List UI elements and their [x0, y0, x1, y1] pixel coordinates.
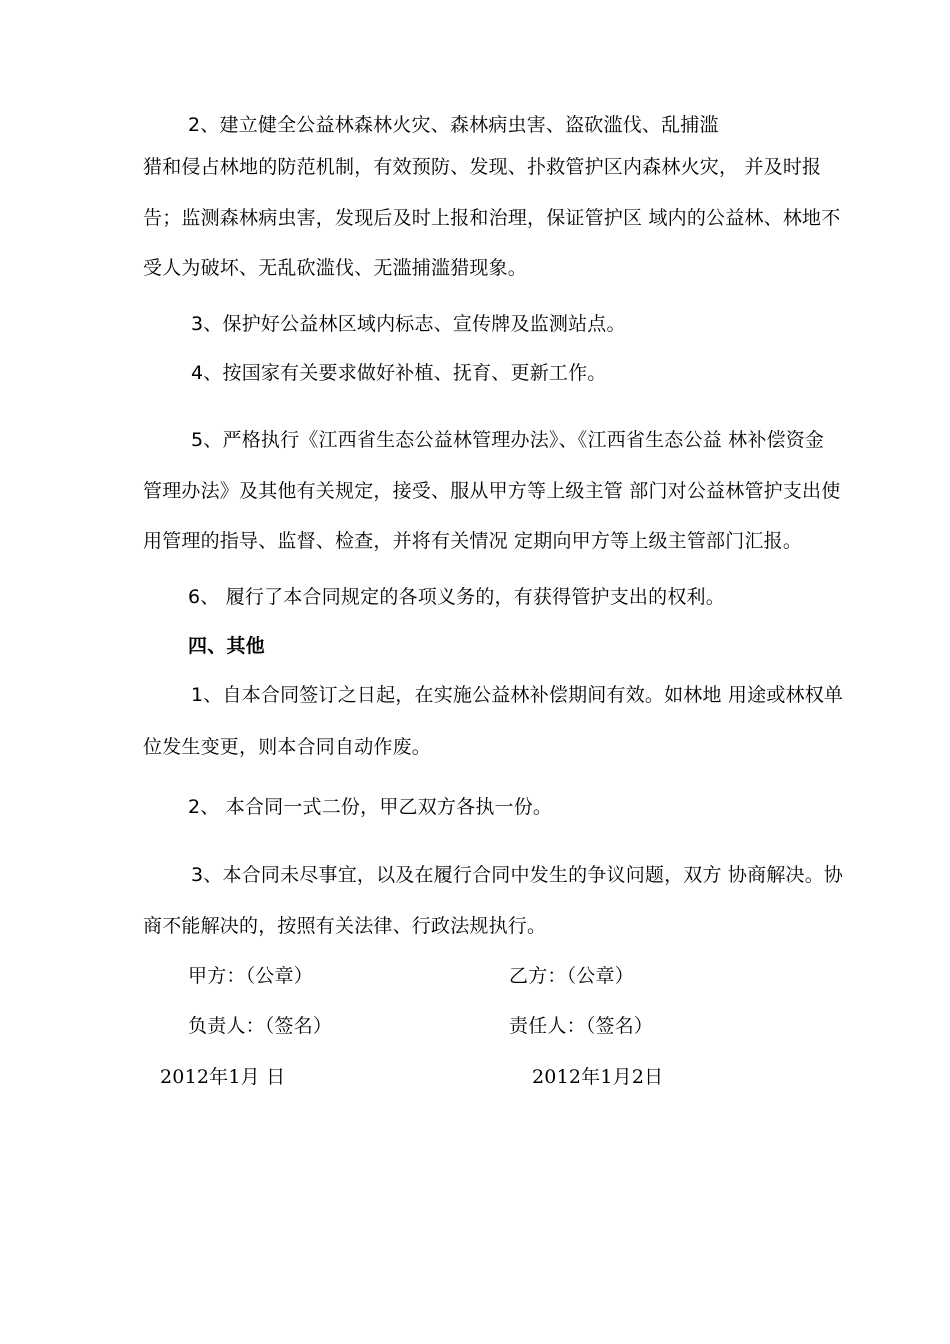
clause-2-line-2: 猎和侵占林地的防范机制，有效预防、发现、扑救管护区内森林火灾， 并及时报 — [143, 156, 822, 178]
clause-2-line-1: 2、建立健全公益林森林火灾、森林病虫害、盗砍滥伐、乱捕滥 — [188, 114, 719, 136]
party-b-seal: 乙方：（公章） — [509, 965, 634, 987]
clause-2-line-3: 告；监测森林病虫害，发现后及时上报和治理，保证管护区 域内的公益林、林地不 — [143, 207, 841, 229]
other-clause-3-line-2: 商不能解决的，按照有关法律、行政法规执行。 — [143, 915, 547, 937]
party-a-date: 2012年1月 日 — [160, 1066, 286, 1088]
clause-6-line-1: 6、 履行了本合同规定的各项义务的，有获得管护支出的权利。 — [188, 586, 725, 608]
clause-5-line-2: 管理办法》及其他有关规定，接受、服从甲方等上级主管 部门对公益林管护支出使 — [143, 480, 841, 502]
clause-5-line-3: 用管理的指导、监督、检查，并将有关情况 定期向甲方等上级主管部门汇报。 — [143, 530, 803, 552]
section-heading-other: 四、其他 — [188, 635, 265, 657]
party-b-signer: 责任人：（签名） — [509, 1015, 654, 1037]
clause-3-line-1: 3、保护好公益林区域内标志、宣传牌及监测站点。 — [191, 313, 626, 335]
other-clause-3-line-1: 3、本合同未尽事宜，以及在履行合同中发生的争议问题，双方 协商解决。协 — [191, 864, 844, 886]
clause-5-line-1: 5、严格执行《江西省生态公益林管理办法》、《江西省生态公益 林补偿资金 — [191, 429, 825, 451]
clause-4-line-1: 4、按国家有关要求做好补植、抚育、更新工作。 — [191, 362, 607, 384]
other-clause-1-line-1: 1、自本合同签订之日起，在实施公益林补偿期间有效。如林地 用途或林权单 — [191, 684, 844, 706]
clause-2-line-4: 受人为破坏、无乱砍滥伐、无滥捕滥猎现象。 — [143, 257, 528, 279]
other-clause-1-line-2: 位发生变更，则本合同自动作废。 — [143, 736, 432, 758]
other-clause-2-line-1: 2、 本合同一式二份，甲乙双方各执一份。 — [188, 796, 553, 818]
party-a-seal: 甲方：（公章） — [188, 965, 313, 987]
party-a-signer: 负责人：（签名） — [188, 1015, 333, 1037]
party-b-date: 2012年1月2日 — [532, 1066, 664, 1088]
